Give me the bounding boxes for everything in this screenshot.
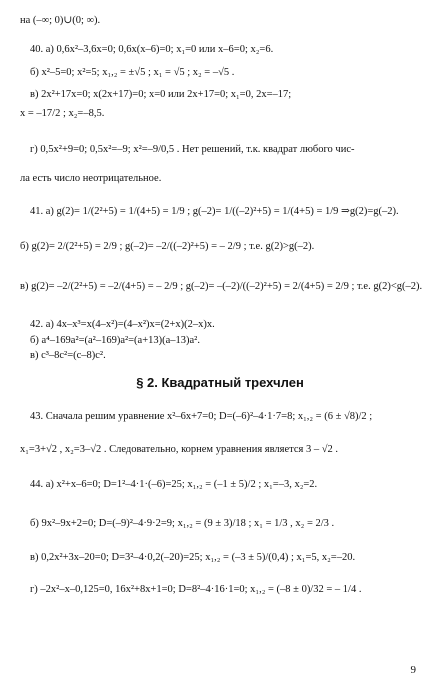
text-line-20: г) –2x²–x–0,125=0, 16x²+8x+1=0; D=8²–4·16·1=0; x₁,₂ = (–8 ± 0)/32 = – 1/4 . [30,584,362,595]
text-line-3: б) x²–5=0; x²=5; x₁,₂ = ±√5 ; x₁ = √5 ; x₂ = –√5 . [30,67,235,78]
text-line-8: 41. а) g(2)= 1/(2²+5) = 1/(4+5) = 1/9 ; g(–2)= 1/((–2)²+5) = 1/(4+5) = 1/9 ⇒g(2)=g(–2). [30,206,399,217]
text-line-11: 42. а) 4x–x³=x(4–x²)=(4–x²)x=(2+x)(2–x)x. [30,319,215,330]
text-line-9: б) g(2)= 2/(2²+5) = 2/9 ; g(–2)= –2/((–2)²+5) = – 2/9 ; т.е. g(2)>g(–2). [20,241,315,252]
text-line-17: 44. а) x²+x–6=0; D=1²–4·1·(–6)=25; x₁,₂ = (–1 ± 5)/2 ; x₁=–3, x₂=2. [30,479,318,490]
text-line-18: б) 9x²–9x+2=0; D=(–9)²–4·9·2=9; x₁,₂ = (9 ± 3)/18 ; x₁ = 1/3 , x₂ = 2/3 . [30,518,335,529]
text-line-10: в) g(2)= –2/(2²+5) = –2/(4+5) = – 2/9 ; g(–2)= –(–2)/((–2)²+5) = 2/(4+5) = 2/9 ; т.е. g(2)<g(–2). [20,281,423,292]
text-line-4: в) 2x²+17x=0; x(2x+17)=0; x=0 или 2x+17=0; x₁=0, 2x=–17; [30,89,292,100]
text-line-7: ла есть число неотрицательное. [20,173,162,184]
page-number: 9 [410,664,416,676]
text-line-2: 40. а) 0,6x²–3,6x=0; 0,6x(x–6)=0; x₁=0 или x–6=0; x₂=6. [30,44,274,55]
text-line-15: 43. Сначала решим уравнение x²–6x+7=0; D=(–6)²–4·1·7=8; x₁,₂ = (6 ± √8)/2 ; [30,411,373,422]
text-line-16: x₁=3+√2 , x₂=3–√2 . Следовательно, корнем уравнения является 3 – √2 . [20,444,339,455]
text-line-19: в) 0,2x²+3x–20=0; D=3²–4·0,2(–20)=25; x₁,₂ = (–3 ± 5)/(0,4) ; x₁=5, x₂=–20. [30,552,356,563]
text-line-13: в) c³–8c²=(c–8)c². [30,350,106,361]
section-title: § 2. Квадратный трехчлен [136,375,304,390]
text-line-1: на (–∞; 0)∪(0; ∞). [20,15,101,26]
text-line-12: б) a⁴–169a²=(a²–169)a²=(a+13)(a–13)a². [30,335,200,346]
text-line-6: г) 0,5x²+9=0; 0,5x²=–9; x²=–9/0,5 . Нет решений, т.к. квадрат любого чис- [30,144,355,155]
text-line-5: x = –17/2 ; x₂=–8,5. [20,108,105,119]
